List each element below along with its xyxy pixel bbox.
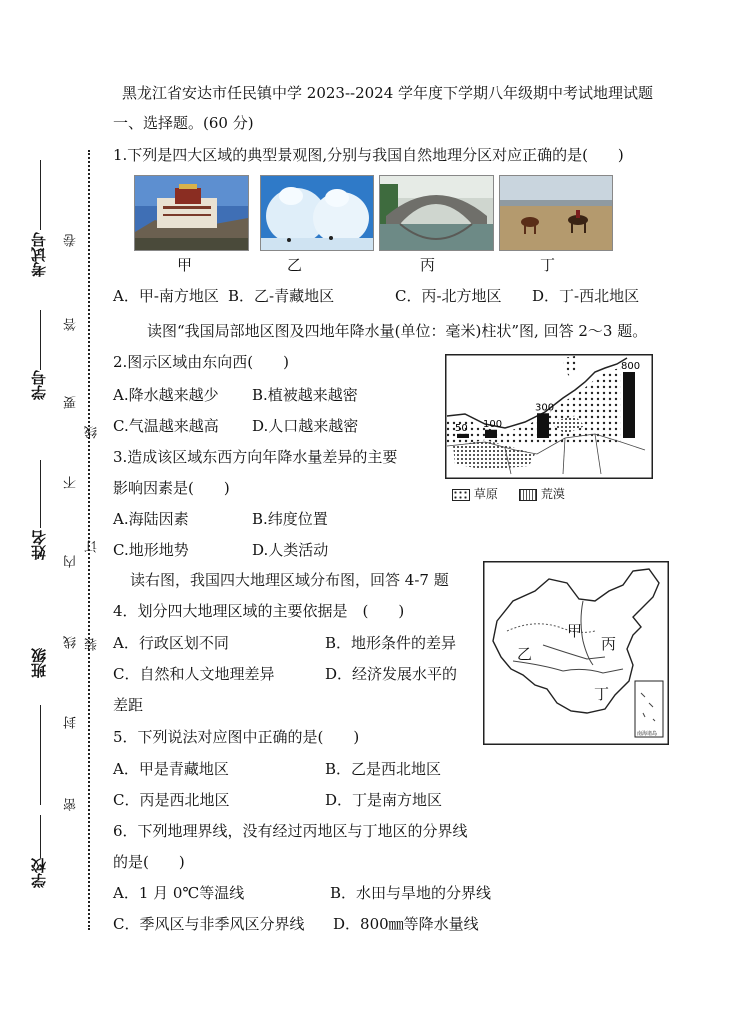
legend-desert-label: 荒漠 [540,487,565,501]
desert-swatch [519,489,537,501]
q5-option-a: A．甲是青藏地区 [113,760,229,778]
q5-option-b: B．乙是西北地区 [325,760,442,778]
q2-option-d: D.人口越来越密 [252,417,359,435]
legend-desert [519,485,565,502]
exam-no-blank [40,160,41,230]
map-inset-label: 南海诸岛 [637,731,658,737]
grass-swatch [452,489,470,501]
q5-option-c: C．丙是西北地区 [113,791,230,809]
seal-char: 封 [64,716,79,729]
q3-option-a: A.海陆因素 [113,510,189,528]
photo-caption-bing: 丙 [420,256,436,274]
q3-option-c: C.地形地势 [113,541,189,559]
photo-caption-jia: 甲 [177,256,193,274]
seal-char: 卷 [64,234,79,247]
map-label-bing: 丙 [601,635,617,653]
q5-option-d: D．丁是南方地区 [325,791,443,809]
precip-bar [485,430,497,438]
q1-stem: 1.下列是四大区域的典型景观图,分别与我国自然地理分区对应正确的是( ) [113,146,624,164]
precip-bar-label: 300 [535,402,555,414]
q4-option-c: C．自然和人文地理差异 [113,665,275,683]
read-instruction-2: 读右图，我国四大地理区域分布图，回答 4-7 题 [130,571,449,589]
map-label-jia: 甲 [567,622,583,640]
seal-char: 线 [85,426,100,439]
q1-option-d: D．丁-西北地区 [532,287,640,305]
class-label: 班级 [30,648,48,678]
q6-option-c: C．季风区与非季风区分界线 [113,915,305,933]
name-blank [40,460,41,528]
legend-grass-label: 草原 [473,487,498,501]
class-blank [40,705,41,805]
q3-stem-line2: 影响因素是( ) [113,479,230,497]
read-instruction-1: 读图“我国局部地区图及四地年降水量(单位：毫米)柱状”图, 回答 2～3 题。 [147,322,648,340]
seal-char: 密 [64,798,79,811]
legend-grass [452,485,498,502]
photo-bing [379,175,494,251]
q2-option-b: B.植被越来越密 [252,386,358,404]
q6-option-a: A．1 月 0℃等温线 [113,884,245,902]
q2-option-a: A.降水越来越少 [113,386,219,404]
q1-option-b: B．乙-青藏地区 [228,287,335,305]
seal-char: 装 [85,638,100,651]
photo-jia [134,175,249,251]
q6-option-b: B．水田与旱地的分界线 [330,884,492,902]
precip-bar [457,434,469,438]
precip-bar-label: 50 [455,422,468,434]
photo-ding [499,175,613,251]
q3-option-d: D.人类活动 [252,541,329,559]
q6-stem-line1: 6．下列地理界线，没有经过丙地区与丁地区的分界线 [113,822,468,840]
q2-stem: 2.图示区域由东向西( ) [113,353,290,371]
q1-option-c: C．丙-北方地区 [395,287,502,305]
map-label-ding: 丁 [594,685,610,703]
photo-caption-ding: 丁 [540,256,556,274]
q4-option-d: D．经济发展水平的 [325,665,458,683]
q5-stem: 5．下列说法对应图中正确的是( ) [113,728,360,746]
seal-char: 答 [64,318,79,331]
q1-option-a: A．甲-南方地区 [113,287,219,305]
map-label-yi: 乙 [517,645,533,663]
precip-bar [623,372,635,438]
seal-char: 订 [85,540,100,553]
precip-bar [537,413,549,438]
q3-option-b: B.纬度位置 [252,510,328,528]
exam-no-label: 考试号 [30,232,48,277]
q4-option-b: B．地形条件的差异 [325,634,457,652]
precip-bar-label: 100 [483,418,503,430]
seal-char: 内 [64,555,79,568]
photo-yi [260,175,374,251]
q6-stem-line2: 的是( ) [113,853,185,871]
precipitation-map [445,354,653,479]
precip-bar-label: 800 [621,361,641,372]
school-blank [40,815,41,858]
q4-option-a: A．行政区划不同 [113,634,229,652]
q4-option-d-cont: 差距 [113,696,144,714]
seal-char: 不 [64,476,79,489]
q4-stem: 4．划分四大地理区域的主要依据是 ( ) [113,602,405,620]
student-no-blank [40,310,41,370]
china-regions-map [483,561,669,745]
seal-char: 线 [64,636,79,649]
seal-char: 要 [64,396,79,409]
section-heading: 一、选择题。(60 分) [113,114,254,132]
name-label: 姓名 [30,530,48,560]
student-no-label: 学号 [30,370,48,400]
q3-stem-line1: 3.造成该区域东西方向年降水量差异的主要 [113,448,398,466]
q2-option-c: C.气温越来越高 [113,417,219,435]
q6-option-d: D．800㎜等降水量线 [333,915,479,933]
page-title: 黑龙江省安达市任民镇中学 2023--2024 学年度下学期八年级期中考试地理试题 [122,84,654,102]
school-label: 学校 [30,858,48,888]
photo-caption-yi: 乙 [287,256,303,274]
